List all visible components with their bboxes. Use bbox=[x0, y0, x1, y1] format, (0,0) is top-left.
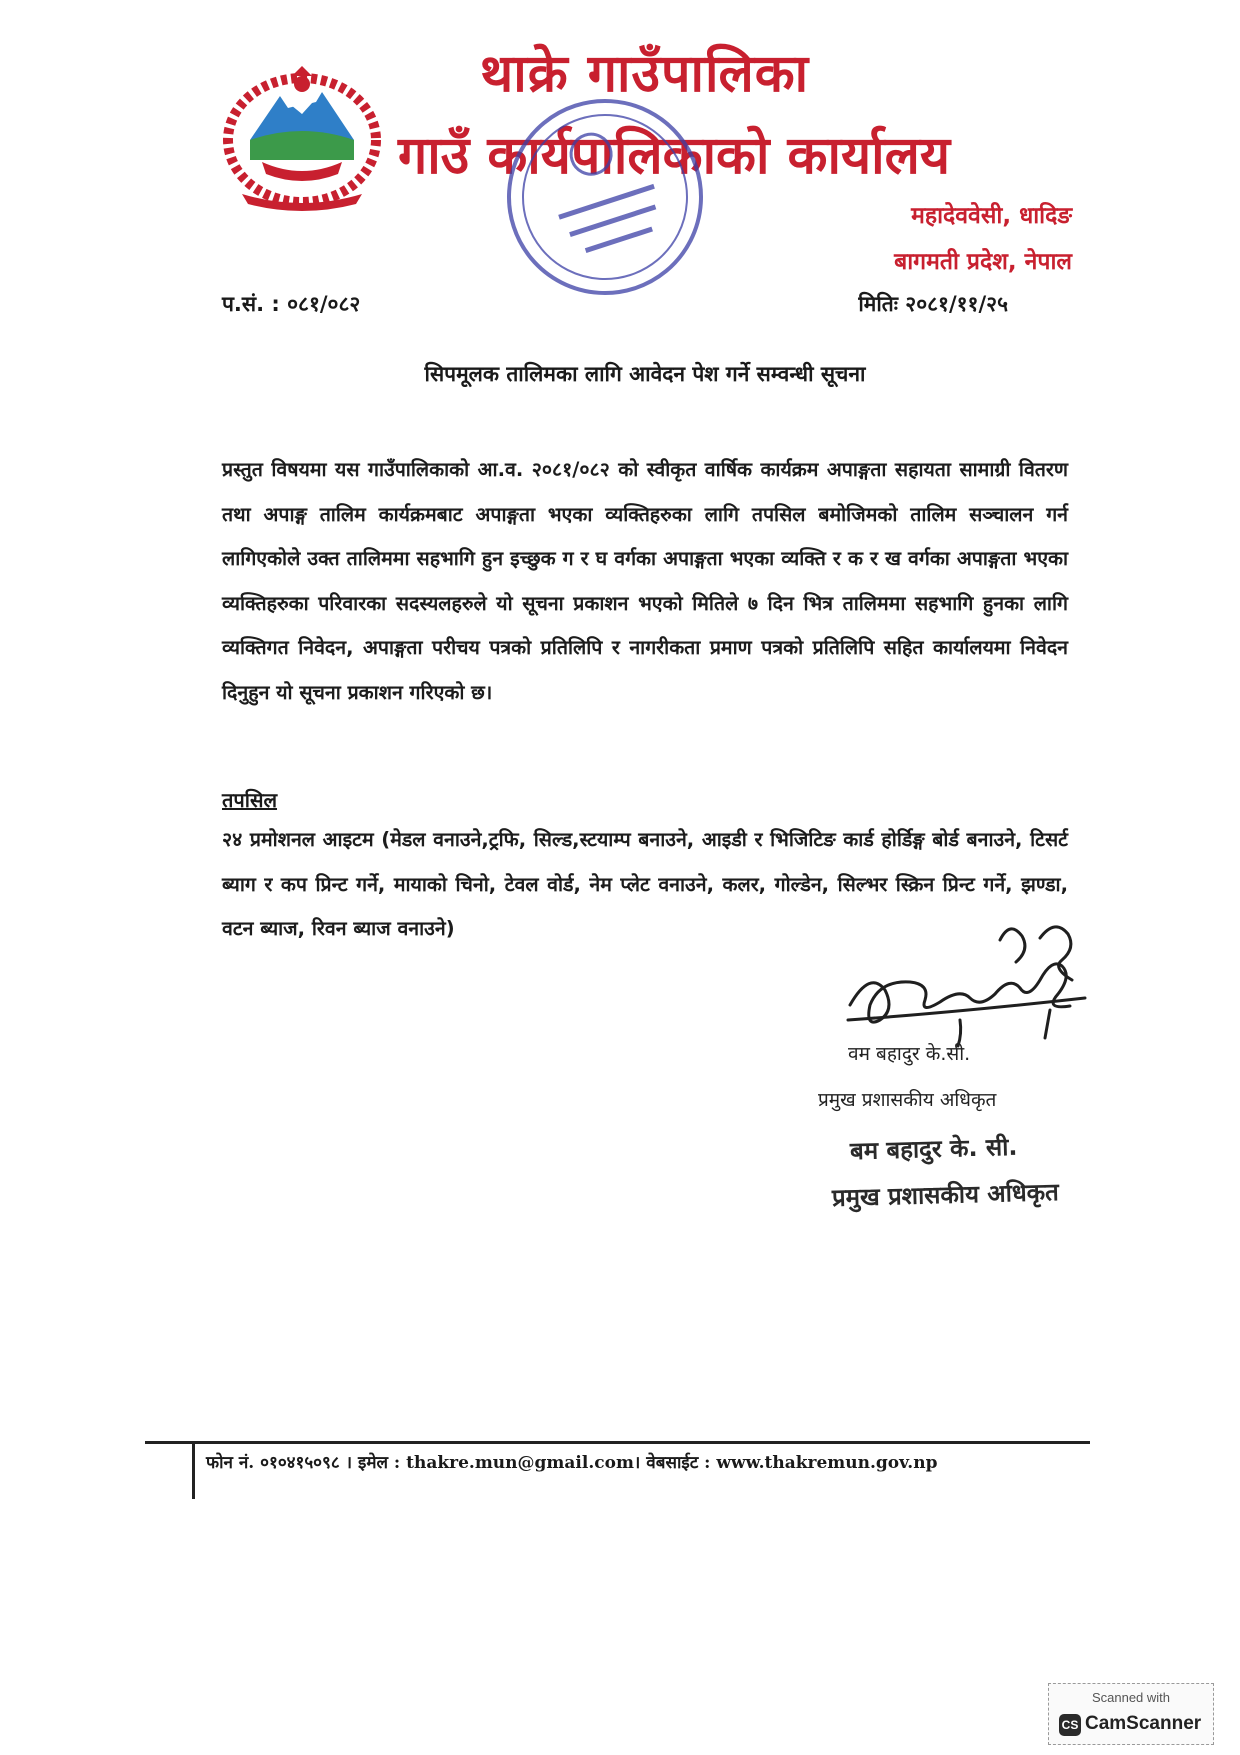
schedule-heading: तपसिल bbox=[222, 788, 278, 812]
municipality-title: थाक्रे गाउँपालिका bbox=[480, 44, 810, 104]
address-province: बागमती प्रदेश, नेपाल bbox=[894, 249, 1072, 275]
camscanner-logo-icon: CS bbox=[1059, 1714, 1081, 1736]
notice-subject: सिपमूलक तालिमका लागि आवेदन पेश गर्ने सम्वन्धी सूचना bbox=[424, 362, 866, 386]
handwritten-signature-icon bbox=[840, 910, 1090, 1050]
schedule-text: २४ प्रमोशनल आइटम (मेडल वनाउने,ट्रफि, सिल्ड,स्टयाम्प बनाउने, आइडी र भिजिटिङ कार्ड होर्डिङ्ग बोर्ड बनाउने, टिसर्ट ब्याग र कप प्रिन्ट गर्ने, मायाको चिनो, टेवल वोर्ड, नेम प्लेट वनाउने, कलर, गोल्डेन, सिल्भर स्क्रिन प्रिन्ट गर्ने, झण्डा, वटन ब्याज, रिवन ब्याज वनाउने) bbox=[222, 828, 1068, 940]
signatory-name: वम बहादुर के.सी. bbox=[848, 1043, 971, 1065]
office-round-stamp-icon bbox=[500, 92, 710, 302]
issue-date: मितिः २०८१/११/२५ bbox=[858, 292, 1008, 316]
notice-body: प्रस्तुत विषयमा यस गाउँपालिकाको आ.व. २०८१/०८२ को स्वीकृत वार्षिक कार्यक्रम अपाङ्गता सहायता सामाग्री वितरण तथा अपाङ्ग तालिम कार्यक्रमबाट अपाङ्गता भएका व्यक्तिहरुका लागि तपसिल बमोजिमको तालिम सञ्चालन गर्न लागिएकोले उक्त तालिममा सहभागि हुन इच्छुक ग र घ वर्गका अपाङ्गता भएका व्यक्ति र क र ख वर्गका अपाङ्गता भएका व्यक्तिहरुका परिवारका सदस्यलहरुले यो सूचना प्रकाशन भएको मितिले ७ दिन भित्र तालिममा सहभागि हुनका लागि व्यक्तिगत निवेदन, अपाङ्गता परीचय पत्रको प्रतिलिपि र नागरीकता प्रमाण पत्रको प्रतिलिपि सहित कार्यालयमा निवेदन दिनुहुन यो सूचना प्रकाशन गरिएको छ। bbox=[222, 458, 1068, 704]
footer-contact: फोन नं. ०१०४१५०९८ । इमेल : thakre.mun@gmail.com। वेबसाईट : www.thakremun.gov.np bbox=[206, 1453, 938, 1473]
signatory-title: प्रमुख प्रशासकीय अधिकृत bbox=[818, 1089, 997, 1111]
reference-number: प.सं. : ०८१/०८२ bbox=[222, 292, 361, 316]
seal-title: प्रमुख प्रशासकीय अधिकृत bbox=[831, 1178, 1060, 1212]
camscanner-badge bbox=[1048, 1683, 1214, 1745]
nepal-emblem-icon bbox=[222, 62, 382, 212]
camscanner-name: CamScanner bbox=[1085, 1713, 1202, 1734]
footer-vertical-rule bbox=[192, 1441, 195, 1499]
address-district: महादेववेसी, धादिङ bbox=[911, 203, 1072, 229]
camscanner-caption: Scanned with bbox=[1091, 1690, 1171, 1705]
seal-name: बम बहादुर के. सी. bbox=[849, 1132, 1018, 1166]
footer-divider bbox=[145, 1441, 1090, 1444]
office-title: गाउँ कार्यपालिकाको कार्यालय bbox=[398, 126, 950, 186]
